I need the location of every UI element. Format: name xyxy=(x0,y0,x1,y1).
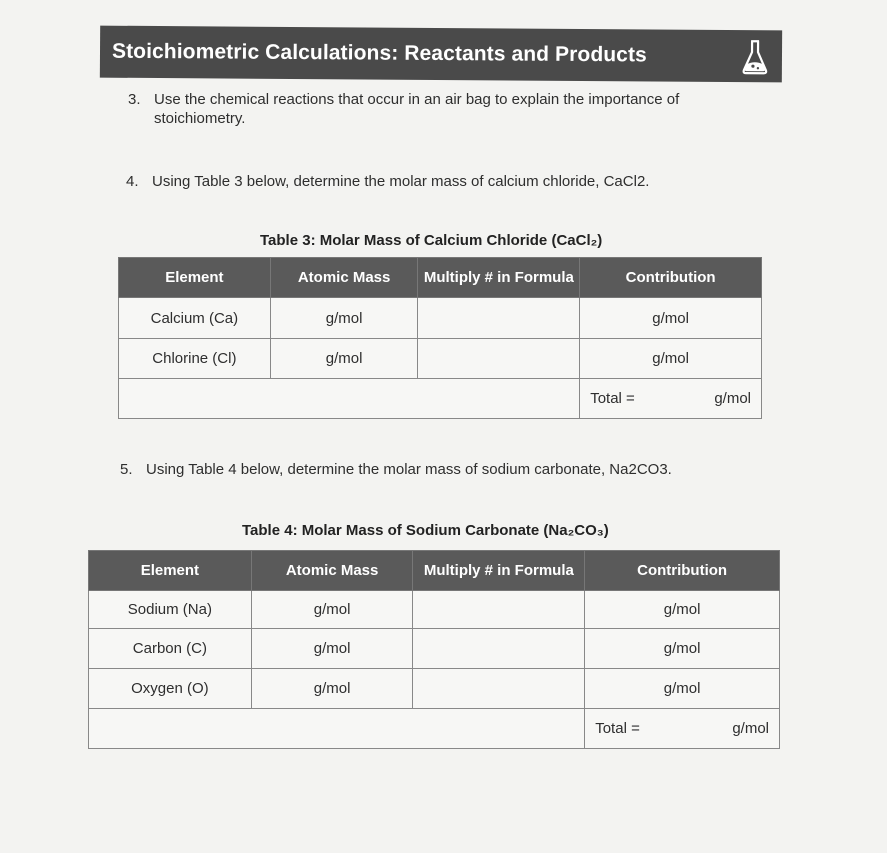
question-text-line: Using Table 4 below, determine the molar mass of sodium carbonate, Na2CO3. xyxy=(146,461,672,478)
table-row xyxy=(89,629,780,669)
table-header-row xyxy=(89,551,780,591)
question-number: 5. xyxy=(120,461,133,478)
column-header: Multiply # in Formula xyxy=(413,551,585,591)
multiply-cell[interactable] xyxy=(413,629,585,669)
column-header: Element xyxy=(119,258,271,298)
total-row xyxy=(89,709,780,749)
element-cell: Sodium (Na) xyxy=(89,591,252,629)
table3-caption: Table 3: Molar Mass of Calcium Chloride (CaCl₂) xyxy=(260,232,603,249)
element-cell: Oxygen (O) xyxy=(89,669,252,709)
total-unit: g/mol xyxy=(732,720,769,737)
atomic-mass-cell[interactable]: g/mol xyxy=(251,669,413,709)
page-title: Stoichiometric Calculations: Reactants and Products xyxy=(111,39,647,67)
contribution-cell[interactable]: g/mol xyxy=(580,298,762,339)
column-header: Atomic Mass xyxy=(251,551,413,591)
column-header: Element xyxy=(89,551,252,591)
total-label: Total = xyxy=(590,390,635,407)
atomic-mass-cell[interactable]: g/mol xyxy=(270,298,418,339)
table-row xyxy=(89,591,780,629)
question-number: 4. xyxy=(126,173,139,190)
atomic-mass-cell[interactable]: g/mol xyxy=(251,629,413,669)
contribution-cell[interactable]: g/mol xyxy=(585,629,780,669)
element-cell: Carbon (C) xyxy=(89,629,252,669)
contribution-cell[interactable]: g/mol xyxy=(585,591,780,629)
total-spacer xyxy=(89,709,585,749)
total-spacer xyxy=(119,379,580,419)
total-cell[interactable] xyxy=(585,709,780,749)
atomic-mass-cell[interactable]: g/mol xyxy=(251,591,413,629)
multiply-cell[interactable] xyxy=(413,591,585,629)
table-row xyxy=(119,298,762,339)
table-header-row xyxy=(119,258,762,298)
question-text-line: stoichiometry. xyxy=(154,110,246,127)
column-header: Multiply # in Formula xyxy=(418,258,580,298)
element-cell: Chlorine (Cl) xyxy=(119,339,271,379)
table-row xyxy=(119,339,762,379)
total-unit: g/mol xyxy=(714,390,751,407)
contribution-cell[interactable]: g/mol xyxy=(580,339,762,379)
total-label: Total = xyxy=(595,720,640,737)
flask-icon xyxy=(740,38,770,76)
question-text-line: Using Table 3 below, determine the molar mass of calcium chloride, CaCl2. xyxy=(152,173,650,190)
column-header: Contribution xyxy=(580,258,762,298)
page-header xyxy=(100,26,782,83)
question-text-line: Use the chemical reactions that occur in an air bag to explain the importance of xyxy=(154,91,680,108)
total-cell[interactable] xyxy=(580,379,762,419)
table-row xyxy=(89,669,780,709)
atomic-mass-cell[interactable]: g/mol xyxy=(270,339,418,379)
table4-caption: Table 4: Molar Mass of Sodium Carbonate (Na₂CO₃) xyxy=(242,522,609,539)
multiply-cell[interactable] xyxy=(418,339,580,379)
table3-molar-mass xyxy=(118,257,762,419)
table4-molar-mass xyxy=(88,550,780,749)
column-header: Atomic Mass xyxy=(270,258,418,298)
contribution-cell[interactable]: g/mol xyxy=(585,669,780,709)
multiply-cell[interactable] xyxy=(418,298,580,339)
multiply-cell[interactable] xyxy=(413,669,585,709)
question-number: 3. xyxy=(128,91,141,108)
total-row xyxy=(119,379,762,419)
element-cell: Calcium (Ca) xyxy=(119,298,271,339)
column-header: Contribution xyxy=(585,551,780,591)
